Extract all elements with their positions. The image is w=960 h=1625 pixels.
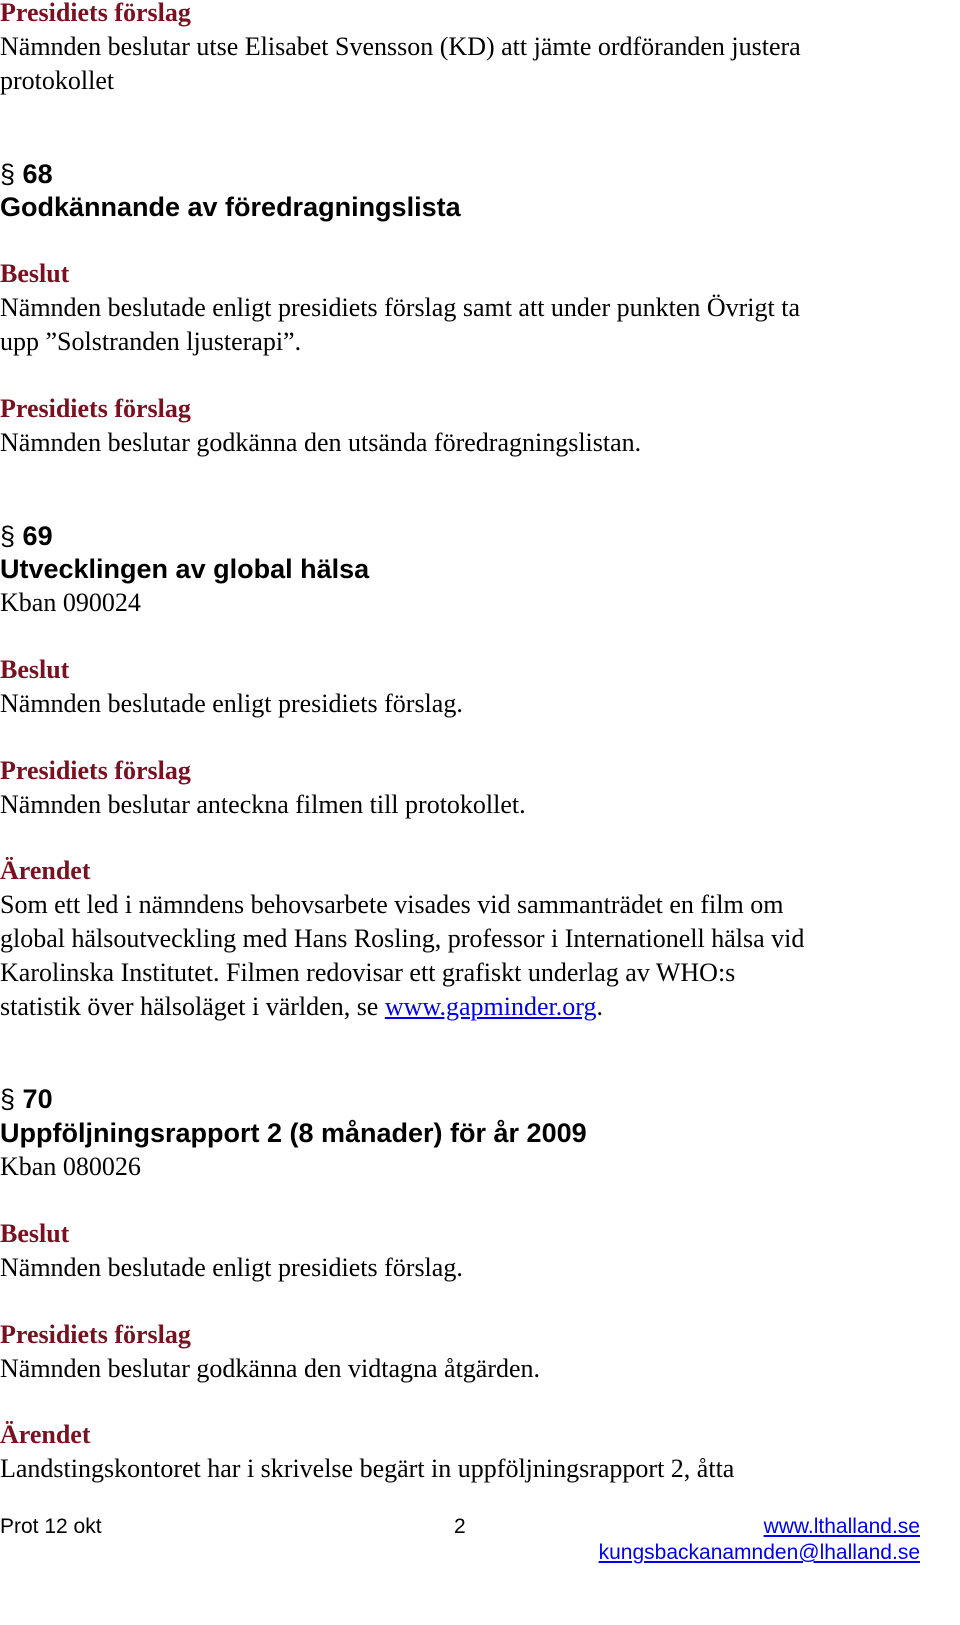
section-title: Utvecklingen av global hälsa xyxy=(0,554,370,584)
body-text-suffix: . xyxy=(596,992,603,1021)
section-title: Godkännande av föredragningslista xyxy=(0,192,461,222)
section-number-value: 69 xyxy=(22,521,53,551)
body-text: Nämnden beslutar godkänna den utsända föredragningslistan. xyxy=(0,428,642,457)
section-title: Uppföljningsrapport 2 (8 månader) för år 2009 xyxy=(0,1118,587,1148)
gapminder-link[interactable]: www.gapminder.org xyxy=(384,992,597,1021)
body-text: Nämnden beslutar anteckna filmen till protokollet. xyxy=(0,790,526,819)
subheading-arendet: Ärendet xyxy=(0,856,91,885)
body-text: Nämnden beslutade enligt presidiets förslag samt att under punkten Övrigt ta xyxy=(0,293,801,322)
footer-page-number: 2 xyxy=(454,1515,466,1538)
body-text: Nämnden beslutade enligt presidiets förslag. xyxy=(0,1253,463,1282)
section-number xyxy=(0,157,53,191)
body-text: global hälsoutveckling med Hans Rosling, professor i Internationell hälsa vid xyxy=(0,924,805,953)
body-text: upp ”Solstranden ljusterapi”. xyxy=(0,327,302,356)
footer-email-link[interactable]: kungsbackanamnden@lhalland.se xyxy=(598,1541,920,1564)
body-text: Nämnden beslutar utse Elisabet Svensson (KD) att jämte ordföranden justera xyxy=(0,32,801,61)
case-number: Kban 080026 xyxy=(0,1152,141,1181)
section-number xyxy=(0,519,53,553)
section-symbol: § xyxy=(0,521,16,551)
case-number: Kban 090024 xyxy=(0,588,141,617)
subheading-presidiets-forslag: Presidiets förslag xyxy=(0,756,191,785)
subheading-beslut: Beslut xyxy=(0,655,70,684)
body-text-prefix: statistik över hälsoläget i världen, se xyxy=(0,992,385,1021)
subheading-beslut: Beslut xyxy=(0,259,70,288)
section-symbol: § xyxy=(0,159,16,189)
subheading-arendet: Ärendet xyxy=(0,1420,91,1449)
subheading-presidiets-forslag: Presidiets förslag xyxy=(0,1320,191,1349)
footer-protocol-date: Prot 12 okt xyxy=(0,1515,102,1538)
body-text: Som ett led i nämndens behovsarbete visades vid sammanträdet en film om xyxy=(0,890,784,919)
body-text: Karolinska Institutet. Filmen redovisar ett grafiskt underlag av WHO:s xyxy=(0,958,736,987)
section-number-value: 70 xyxy=(22,1084,53,1114)
section-number-value: 68 xyxy=(22,159,53,189)
body-text xyxy=(0,990,603,1024)
body-text: Nämnden beslutar godkänna den vidtagna åtgärden. xyxy=(0,1354,541,1383)
body-text: Nämnden beslutade enligt presidiets förslag. xyxy=(0,689,463,718)
section-number xyxy=(0,1082,53,1116)
subheading-beslut: Beslut xyxy=(0,1219,70,1248)
subheading-presidiets-forslag: Presidiets förslag xyxy=(0,0,191,27)
section-symbol: § xyxy=(0,1084,16,1114)
body-text: protokollet xyxy=(0,66,115,95)
subheading-presidiets-forslag: Presidiets förslag xyxy=(0,394,191,423)
footer-website-link[interactable]: www.lthalland.se xyxy=(763,1515,920,1538)
body-text: Landstingskontoret har i skrivelse begärt in uppföljningsrapport 2, åtta xyxy=(0,1454,735,1483)
